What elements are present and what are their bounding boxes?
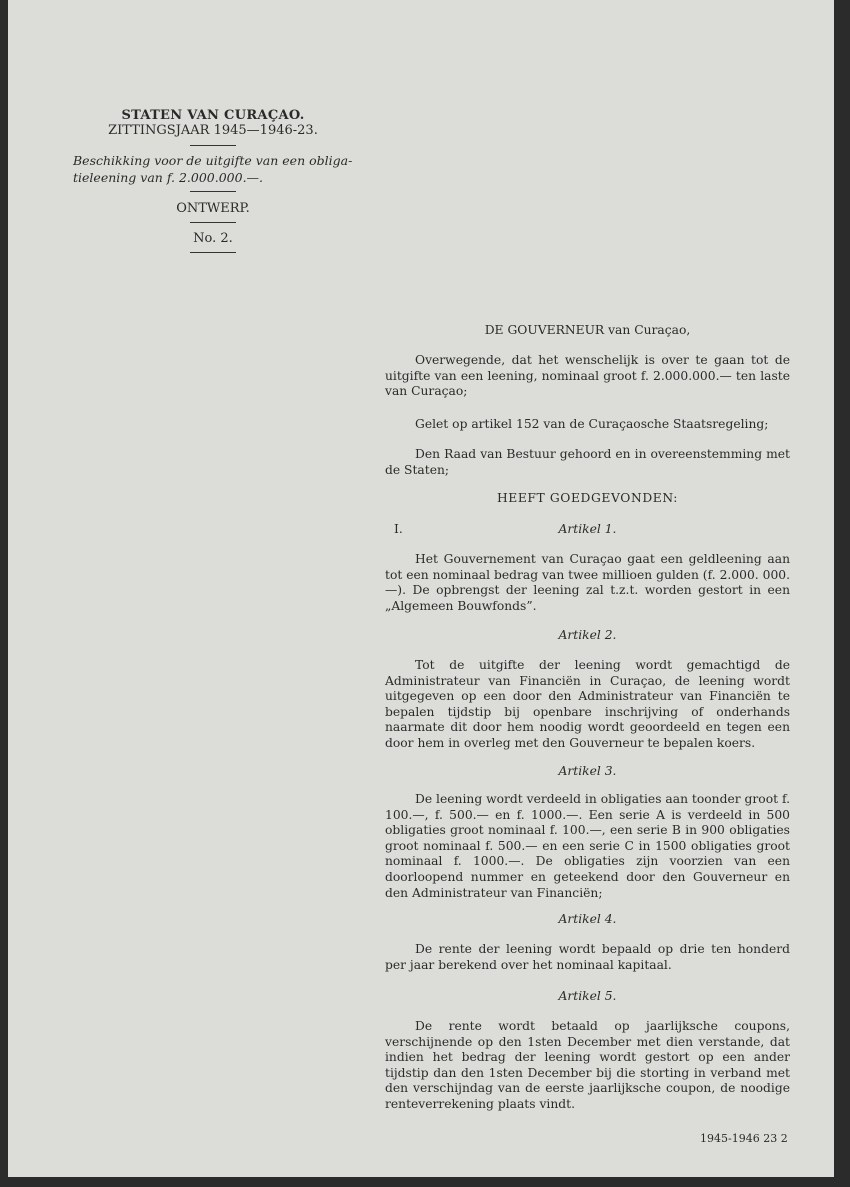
article-heading: Artikel 2. [558, 628, 617, 642]
article-heading: Artikel 1. [558, 522, 617, 536]
council-paragraph: Den Raad van Bestuur gehoord en in overeenstemming met de Staten; [385, 447, 790, 477]
header-number: No. 2. [193, 231, 233, 246]
header-session: ZITTINGSJAAR 1945—1946-23. [108, 123, 318, 138]
section-marker: I. [394, 522, 403, 536]
having-regard-paragraph: Gelet op artikel 152 van de Curaçaosche Staatsregeling; [415, 417, 769, 431]
divider [190, 222, 236, 223]
divider [190, 145, 236, 146]
divider [190, 191, 236, 192]
bleed-through-text [78, 400, 348, 604]
authority-line: DE GOUVERNEUR van Curaçao, [484, 323, 691, 337]
considering-paragraph: Overwegende, dat het wenschelijk is over te gaan tot de uitgifte van een leening, nominaal groot f. 2.000.000.— ten laste van Curaçao; [385, 353, 790, 399]
header-draft: ONTWERP. [176, 201, 250, 216]
header-title: STATEN VAN CURAÇAO. [121, 108, 305, 123]
article-text: Het Gouvernement van Curaçao gaat een geldleening aan tot een nominaal bedrag van twee millioen gulden (f. 2.000. 000.—). De opbrengst der leening zal t.z.t. worden gestort in een „Algemeen Bouwfonds”. [385, 552, 790, 613]
article-heading: Artikel 5. [558, 989, 617, 1003]
article-text: De rente der leening wordt bepaald op drie ten honderd per jaar berekend over het nominaal kapitaal. [385, 942, 790, 972]
document-page [8, 0, 834, 1177]
document-code: 1945-1946 23 2 [700, 1132, 788, 1145]
article-text: Tot de uitgifte der leening wordt gemachtigd de Administrateur van Financiën in Curaçao, de leening wordt uitgegeven op een door den Administrateur van Financiën te bepalen tijdstip bij openbare inschrijving of onderhands naarmate dit door hem noodig wordt geoordeeld en tegen een door hem in overleg met den Gouverneur te bepalen koers. [385, 658, 790, 750]
article-heading: Artikel 4. [558, 912, 617, 926]
header-subject: Beschikking voor de uitgifte van een obliga-tieleening van f. 2.000.000.—. [73, 153, 353, 185]
article-text: De leening wordt verdeeld in obligaties aan toonder groot f. 100.—, f. 500.— en f. 1000.—. Een serie A is verdeeld in 500 obligaties groot nominaal f. 100.—, een serie B in 900 obligaties groot nominaal f. 500.— en een serie C in 1500 obligaties groot nominaal f. 1000.—. De obligaties zijn voorzien van een doorloopend nummer en geteekend door den Gouverneur en den Administrateur van Financiën; [385, 792, 790, 900]
decision-heading: HEEFT GOEDGEVONDEN: [496, 491, 679, 505]
article-text: De rente wordt betaald op jaarlijksche coupons, verschijnende op den 1sten December met dien verstande, dat indien het bedrag der leening wordt gestort op een ander tijdstip dan den 1sten December bij die storting in verband met den verschijndag van de eerste jaarlijksche coupon, de noodige renteverrekening plaats vindt. [385, 1019, 790, 1111]
article-heading: Artikel 3. [558, 764, 617, 778]
divider [190, 252, 236, 253]
